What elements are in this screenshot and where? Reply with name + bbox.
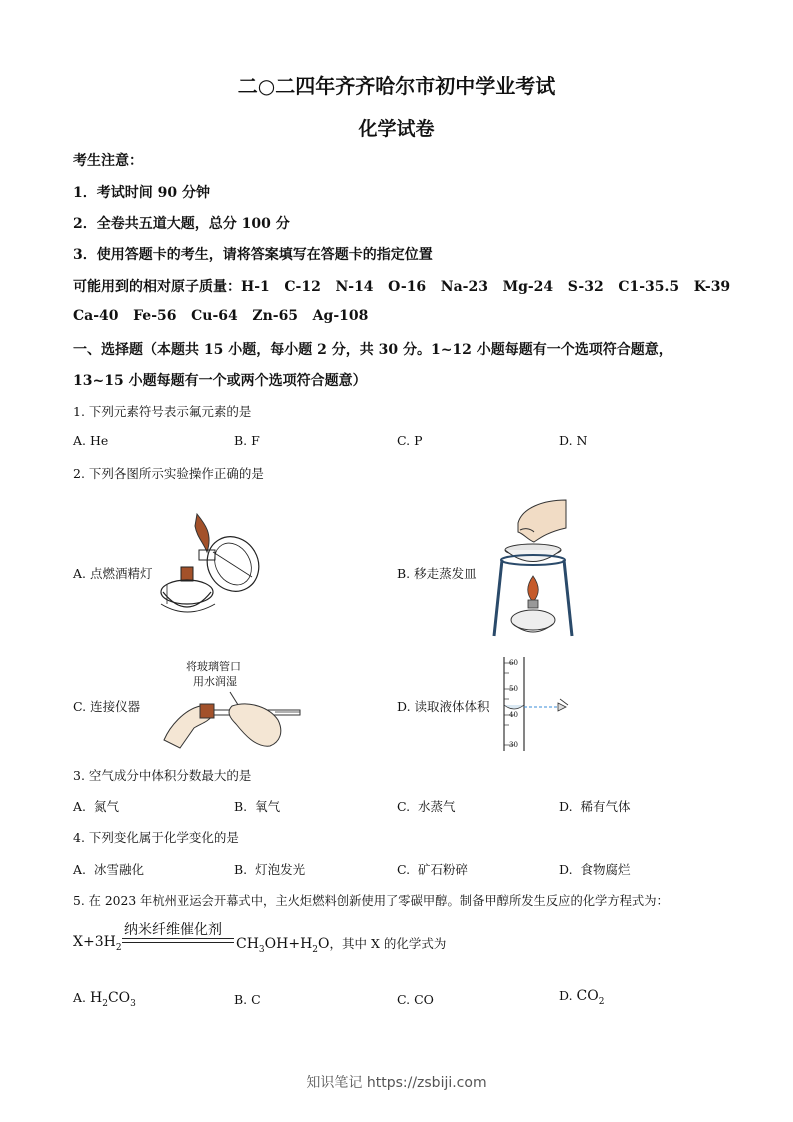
note-item: 2．全卷共五道大题，总分 100 分 (73, 216, 290, 232)
equation (73, 934, 122, 953)
option-b: B. 移走蒸发皿 (397, 566, 477, 581)
option-c: C. P (397, 433, 423, 448)
option-b: B. 灯泡发光 (234, 862, 306, 877)
tick-label: 50 (509, 685, 518, 693)
option-label: D. (559, 988, 573, 1003)
option-b: B. C (234, 992, 261, 1007)
connect-instrument-illustration (160, 690, 310, 750)
option-label: A. (73, 990, 87, 1005)
tick-label: 60 (509, 659, 518, 667)
option-a: A. 氮气 (73, 799, 119, 814)
subscript: 2 (312, 944, 319, 955)
footer-watermark: 知识笔记 https://zsbiji.com (306, 1075, 487, 1091)
atomic-mass-line: 可能用到的相对原子质量：H-1 C-12 N-14 O-16 Na-23 Mg-24 S-32 C1-35.5 K-39 (73, 279, 731, 295)
equation-bar (122, 938, 234, 943)
equation-tail: ，其中 X 的化学式为 (329, 936, 447, 951)
catalyst-label: 纳米纤维催化剂 (124, 922, 222, 938)
equation-right: OH+H (264, 936, 313, 952)
option-d: D. N (559, 433, 588, 448)
subscript: 2 (598, 996, 605, 1007)
option-c: C. 水蒸气 (397, 799, 456, 814)
note-item: 3．使用答题卡的考生，请将答案填写在答题卡的指定位置 (73, 247, 433, 263)
atomic-mass-line: Ca-40 Fe-56 Cu-64 Zn-65 Ag-108 (73, 308, 369, 324)
exam-title: 二○二四年齐齐哈尔市初中学业考试 (237, 74, 556, 98)
section-heading: 13~15 小题每题有一个或两个选项符合题意） (73, 373, 367, 389)
subscript: 2 (115, 942, 122, 953)
subscript: 3 (130, 998, 136, 1009)
question-stem: 3. 空气成分中体积分数最大的是 (73, 768, 252, 783)
equation-right: CH (236, 936, 259, 952)
option-b: B. F (234, 433, 260, 448)
option-c: C. 连接仪器 (73, 699, 141, 714)
illustration-caption: 将玻璃管口 (186, 660, 241, 673)
note-item: 1．考试时间 90 分钟 (73, 185, 210, 201)
formula: CO (576, 988, 599, 1004)
evaporating-dish-illustration (488, 498, 578, 640)
tick-label: 30 (509, 741, 518, 749)
option-d: D. 稀有气体 (559, 799, 631, 814)
option-d: D. 读取液体体积 (397, 699, 490, 714)
section-heading: 一、选择题（本题共 15 小题，每小题 2 分，共 30 分。1~12 小题每题有一个选项符合题意， (73, 342, 673, 358)
equation (236, 934, 446, 955)
lamp-lighting-illustration (155, 512, 265, 622)
equation-right: O (318, 936, 330, 952)
option-a (73, 990, 136, 1009)
option-c: C. 矿石粉碎 (397, 862, 469, 877)
question-stem: 2. 下列各图所示实验操作正确的是 (73, 466, 264, 481)
option-c: C. CO (397, 992, 434, 1007)
option-a: A. 点燃酒精灯 (73, 566, 153, 581)
notes-heading: 考生注意： (73, 153, 143, 169)
tick-label: 40 (509, 711, 518, 719)
equation-left: X+3H (73, 934, 116, 950)
question-stem: 5. 在 2023 年杭州亚运会开幕式中，主火炬燃料创新使用了零碳甲醇。制备甲醇所发生反应的化学方程式为： (73, 894, 669, 908)
illustration-caption: 用水润湿 (193, 675, 237, 688)
graduated-cylinder-illustration (500, 655, 580, 755)
option-b: B. 氧气 (234, 799, 281, 814)
formula: CO (107, 990, 131, 1006)
formula: H (90, 990, 103, 1006)
question-stem: 1. 下列元素符号表示氟元素的是 (73, 404, 252, 419)
option-d: D. 食物腐烂 (559, 862, 631, 877)
exam-subtitle: 化学试卷 (358, 118, 435, 140)
option-a: A. He (73, 433, 109, 448)
question-stem: 4. 下列变化属于化学变化的是 (73, 830, 239, 845)
option-d (559, 988, 604, 1007)
subscript: 3 (258, 944, 265, 955)
option-a: A. 冰雪融化 (73, 862, 144, 877)
subscript: 2 (102, 998, 108, 1009)
